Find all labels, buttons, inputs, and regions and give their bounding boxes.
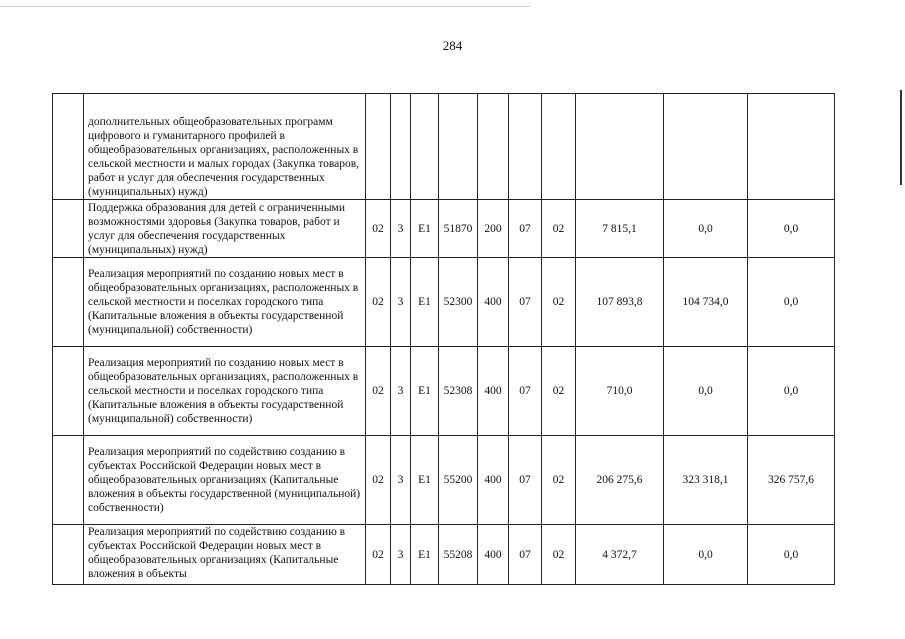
code-5-cell: 400 xyxy=(478,258,509,347)
description-cell: Реализация мероприятий по созданию новых мест в общеобразовательных организациях, расположенных в сельской местности и поселках городского типа (Капитальные вложения в объекты государственной (муниципальной) собственности) xyxy=(84,258,366,347)
row-index-cell xyxy=(53,525,84,585)
value-3-cell: 0,0 xyxy=(748,347,835,436)
code-4-cell: 55200 xyxy=(439,436,478,525)
code-6-cell: 07 xyxy=(509,200,542,258)
table-row xyxy=(53,94,835,200)
code-1-cell: 02 xyxy=(366,347,391,436)
value-3-cell: 326 757,6 xyxy=(748,436,835,525)
row-index-cell xyxy=(53,258,84,347)
table-row xyxy=(53,258,835,347)
code-6-cell: 07 xyxy=(509,525,542,585)
description-cell: дополнительных общеобразовательных программ цифрового и гуманитарного профилей в общеобразовательных организациях, расположенных в сельской местности и малых городах (Закупка товаров, работ и услуг для обеспечения государственных (муниципальных) нужд) xyxy=(84,94,366,200)
code-7-cell: 02 xyxy=(542,200,576,258)
code-5-cell: 400 xyxy=(478,436,509,525)
code-1-cell: 02 xyxy=(366,436,391,525)
code-1-cell: 02 xyxy=(366,525,391,585)
description-cell: Реализация мероприятий по содействию созданию в субъектах Российской Федерации новых мест в общеобразовательных организациях (Капитальные вложения в объекты государственной (муниципальной) собственности) xyxy=(84,436,366,525)
row-index-cell xyxy=(53,436,84,525)
code-4-cell xyxy=(439,94,478,200)
code-4-cell: 52300 xyxy=(439,258,478,347)
code-5-cell: 400 xyxy=(478,347,509,436)
code-4-cell: 51870 xyxy=(439,200,478,258)
code-2-cell: 3 xyxy=(391,347,411,436)
code-2-cell xyxy=(391,94,411,200)
value-3-cell xyxy=(748,94,835,200)
code-3-cell: Е1 xyxy=(411,436,439,525)
table-row xyxy=(53,200,835,258)
value-2-cell xyxy=(664,94,748,200)
code-7-cell xyxy=(542,94,576,200)
value-2-cell: 0,0 xyxy=(664,347,748,436)
code-7-cell: 02 xyxy=(542,347,576,436)
row-index-cell xyxy=(53,94,84,200)
code-6-cell xyxy=(509,94,542,200)
code-1-cell xyxy=(366,94,391,200)
value-3-cell: 0,0 xyxy=(748,525,835,585)
budget-table xyxy=(52,93,835,585)
code-7-cell: 02 xyxy=(542,525,576,585)
value-1-cell: 7 815,1 xyxy=(576,200,664,258)
code-7-cell: 02 xyxy=(542,436,576,525)
code-3-cell: Е1 xyxy=(411,347,439,436)
value-1-cell: 710,0 xyxy=(576,347,664,436)
code-6-cell: 07 xyxy=(509,258,542,347)
table-row xyxy=(53,525,835,585)
value-1-cell: 107 893,8 xyxy=(576,258,664,347)
code-2-cell: 3 xyxy=(391,525,411,585)
code-5-cell: 400 xyxy=(478,525,509,585)
table-row xyxy=(53,436,835,525)
code-3-cell: Е1 xyxy=(411,525,439,585)
code-6-cell: 07 xyxy=(509,347,542,436)
row-index-cell xyxy=(53,200,84,258)
row-index-cell xyxy=(53,347,84,436)
table-row xyxy=(53,347,835,436)
value-2-cell: 104 734,0 xyxy=(664,258,748,347)
code-2-cell: 3 xyxy=(391,200,411,258)
code-4-cell: 55208 xyxy=(439,525,478,585)
code-3-cell xyxy=(411,94,439,200)
value-3-cell: 0,0 xyxy=(748,258,835,347)
scan-edge-mark xyxy=(900,90,902,185)
code-1-cell: 02 xyxy=(366,200,391,258)
scan-edge-line xyxy=(0,6,530,7)
value-1-cell: 4 372,7 xyxy=(576,525,664,585)
code-3-cell: Е1 xyxy=(411,200,439,258)
description-cell: Поддержка образования для детей с ограниченными возможностями здоровья (Закупка товаров, работ и услуг для обеспечения государственных (муниципальных) нужд) xyxy=(84,200,366,258)
code-4-cell: 52308 xyxy=(439,347,478,436)
value-2-cell: 323 318,1 xyxy=(664,436,748,525)
code-7-cell: 02 xyxy=(542,258,576,347)
code-1-cell: 02 xyxy=(366,258,391,347)
code-2-cell: 3 xyxy=(391,436,411,525)
value-3-cell: 0,0 xyxy=(748,200,835,258)
description-cell: Реализация мероприятий по созданию новых мест в общеобразовательных организациях, расположенных в сельской местности и поселках городского типа (Капитальные вложения в объекты государственной (муниципальной) собственности) xyxy=(84,347,366,436)
description-cell: Реализация мероприятий по содействию созданию в субъектах Российской Федерации новых мест в общеобразовательных организациях (Капитальные вложения в объекты xyxy=(84,525,366,585)
value-1-cell xyxy=(576,94,664,200)
page-number: 284 xyxy=(442,38,463,53)
value-1-cell: 206 275,6 xyxy=(576,436,664,525)
code-5-cell xyxy=(478,94,509,200)
code-5-cell: 200 xyxy=(478,200,509,258)
code-2-cell: 3 xyxy=(391,258,411,347)
code-6-cell: 07 xyxy=(509,436,542,525)
value-2-cell: 0,0 xyxy=(664,200,748,258)
value-2-cell: 0,0 xyxy=(664,525,748,585)
code-3-cell: Е1 xyxy=(411,258,439,347)
